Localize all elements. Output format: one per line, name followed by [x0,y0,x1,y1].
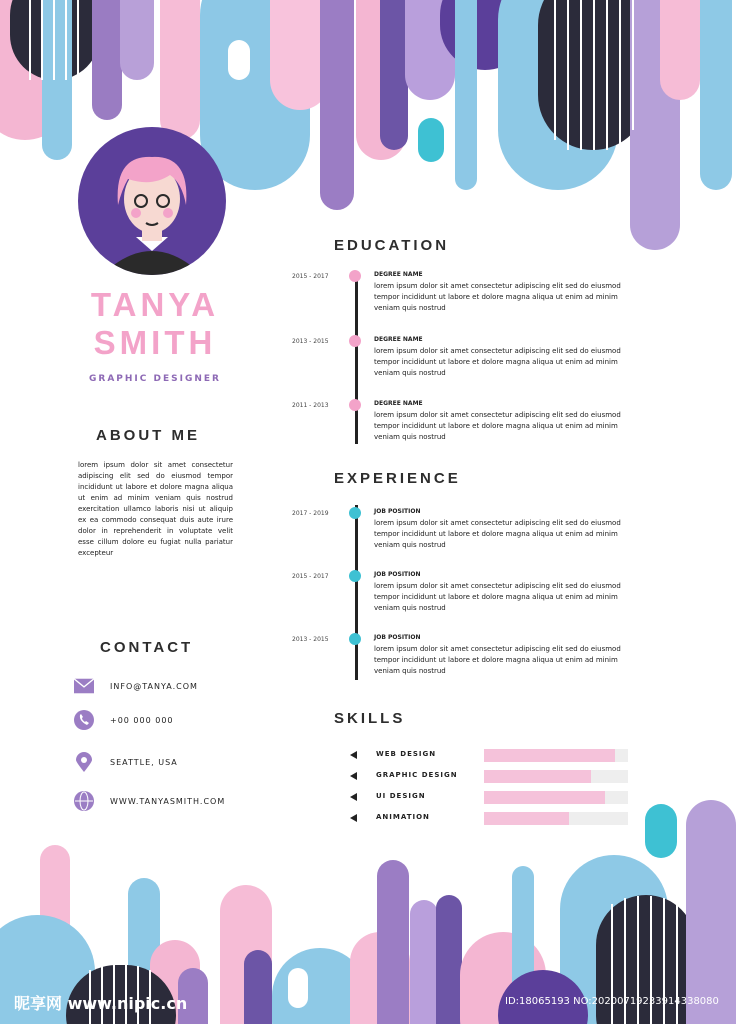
education-heading: EDUCATION [334,237,450,254]
education-entry [292,338,652,390]
entry-year: 2011 - 2013 [292,402,329,409]
entry-year: 2015 - 2017 [292,273,329,280]
watermark-logo: 昵享网 www.nipic.cn [14,994,188,1013]
mail-icon [74,676,94,696]
skill-bar-track [484,749,628,762]
experience-entry [292,573,652,625]
contact-phone-text: +00 000 000 [110,715,174,725]
location-icon [74,752,94,772]
entry-year: 2013 - 2015 [292,338,329,345]
entry-year: 2013 - 2015 [292,636,329,643]
skill-label: ANIMATION [376,813,430,821]
entry-title: JOB POSITION [374,571,421,578]
entry-title: JOB POSITION [374,508,421,515]
watermark-id: ID:18065193 NO:20200719233914338080 [505,996,719,1007]
entry-title: JOB POSITION [374,634,421,641]
contact-location[interactable] [74,752,178,772]
skill-bar-track [484,770,628,783]
skill-bar-fill [484,749,615,762]
education-entry [292,402,652,454]
contact-email[interactable] [74,676,198,696]
skill-label: GRAPHIC DESIGN [376,771,458,779]
timeline-dot [349,270,361,282]
timeline-dot [349,570,361,582]
entry-text: lorem ipsum dolor sit amet consectetur adipiscing elit sed do eiusmod tempor incididunt ut labore et dolore magna aliqua ut enim ad minim veniam quis nostrud [374,582,621,612]
entry-text: lorem ipsum dolor sit amet consectetur adipiscing elit sed do eiusmod tempor incididunt ut labore et dolore magna aliqua ut enim ad minim veniam quis nostrud [374,282,621,312]
entry-title: DEGREE NAME [374,336,423,343]
phone-icon [74,710,94,730]
experience-entry [292,636,652,688]
about-heading: ABOUT ME [96,427,200,444]
skill-label: UI DESIGN [376,792,426,800]
entry-text: lorem ipsum dolor sit amet consectetur adipiscing elit sed do eiusmod tempor incididunt ut labore et dolore magna aliqua ut enim ad minim veniam quis nostrud [374,519,621,549]
entry-text: lorem ipsum dolor sit amet consectetur adipiscing elit sed do eiusmod tempor incididunt ut labore et dolore magna aliqua ut enim ad minim veniam quis nostrud [374,645,621,675]
entry-text: lorem ipsum dolor sit amet consectetur adipiscing elit sed do eiusmod tempor incididunt ut labore et dolore magna aliqua ut enim ad minim veniam quis nostrud [374,411,621,441]
contact-email-text: INFO@TANYA.COM [110,681,198,691]
timeline-dot [349,335,361,347]
skill-label: WEB DESIGN [376,750,437,758]
timeline-dot [349,633,361,645]
skill-row [350,770,630,784]
experience-heading: EXPERIENCE [334,470,461,487]
skill-arrow-icon [350,751,357,759]
avatar [78,127,226,275]
timeline-dot [349,507,361,519]
contact-website-text: WWW.TANYASMITH.COM [110,796,226,806]
skill-bar-fill [484,770,591,783]
entry-year: 2015 - 2017 [292,573,329,580]
contact-heading: CONTACT [100,639,194,656]
job-title: GRAPHIC DESIGNER [89,374,221,384]
contact-phone[interactable] [74,710,174,730]
timeline-dot [349,399,361,411]
entry-title: DEGREE NAME [374,400,423,407]
entry-year: 2017 - 2019 [292,510,329,517]
about-text: lorem ipsum dolor sit amet consectetur adipiscing elit sed do eiusmod tempor incididunt ut labore et dolore magna aliqua ut enim ad minim veniam quis nostrud exercitation ullamco laboris nisi ut aliquip ex ea commodo consequat duis aute irure dolor in reprehenderit in voluptate velit esse cillum dolore eu fugiat nulla pariatur excepteur [78,461,233,557]
last-name: SMITH [93,324,217,361]
entry-text: lorem ipsum dolor sit amet consectetur adipiscing elit sed do eiusmod tempor incididunt ut labore et dolore magna aliqua ut enim ad minim veniam quis nostrud [374,347,621,377]
education-entry [292,273,652,325]
skill-row [350,749,630,763]
skills-heading: SKILLS [334,710,406,727]
entry-title: DEGREE NAME [374,271,423,278]
first-name: TANYA [90,286,220,323]
skill-arrow-icon [350,772,357,780]
contact-location-text: SEATTLE, USA [110,757,178,767]
experience-entry [292,510,652,562]
